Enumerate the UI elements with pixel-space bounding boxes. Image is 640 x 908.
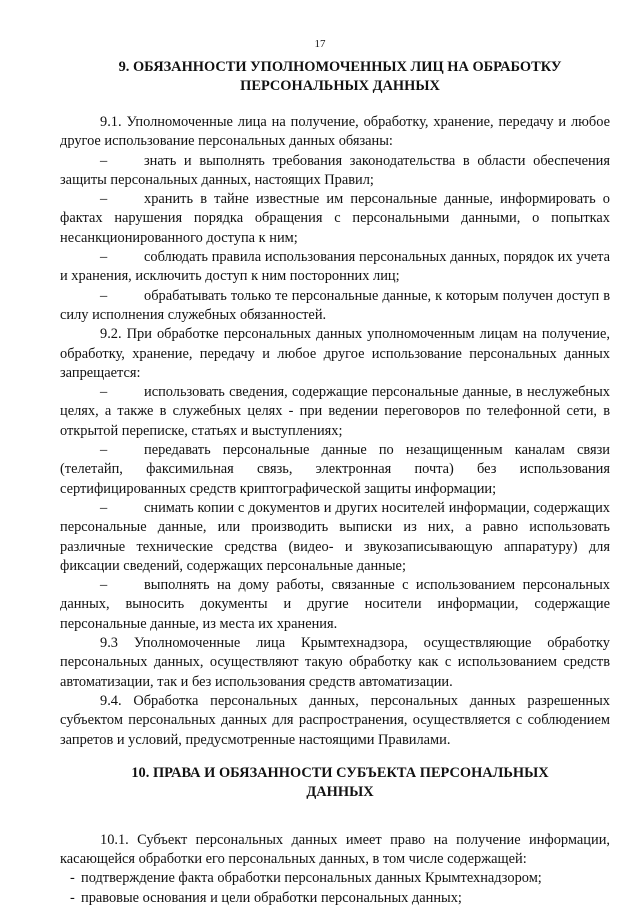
list-item-text: выполнять на дому работы, связанные с использованием персональных данных, выносить документы и другие носители информации, содержащие персональные данные, из места их хранения. <box>60 577 610 632</box>
list-dash: – <box>100 249 108 266</box>
list-item-text: обрабатывать только те персональные данные, к которым получен доступ в силу исполнения служебных обязанностей. <box>60 287 610 323</box>
section-9-heading-bold: ЛИЦ НА ОБРАБОТКУ ПЕРСОНАЛЬНЫХ ДАННЫХ <box>240 59 562 94</box>
list-item-text: подтверждение факта обработки персональных данных Крымтехнадзором; <box>81 870 542 887</box>
list-item-text: использовать сведения, содержащие персональные данные, в неслужебных целях, а также в служебных целях - при ведении переговоров по телефонной сети, в открытой переписке, статьях и выступлениях; <box>60 384 610 439</box>
page-number: 17 <box>314 38 326 50</box>
list-hyphen: - <box>70 889 75 906</box>
section-10-heading: 10. ПРАВА И ОБЯЗАННОСТИ СУБЪЕКТА ПЕРСОНАЛЬНЫХ ДАННЫХ <box>131 764 549 800</box>
document-body <box>60 58 610 908</box>
list-item <box>60 287 610 326</box>
section-9-heading-normal: 9. ОБЯЗАННОСТИ УПОЛНОМОЧЕННЫХ <box>118 59 411 75</box>
list-item <box>60 889 610 908</box>
list-hyphen: - <box>70 870 75 887</box>
list-dash: – <box>100 442 108 459</box>
list-dash: – <box>100 499 108 516</box>
list-item <box>60 190 610 248</box>
list-dash: – <box>100 191 108 208</box>
list-item <box>60 576 610 634</box>
paragraph-9-3: 9.3 Уполномоченные лица Крымтехнадзора, осуществляющие обработку персональных данных, осуществляют такую обработку как с использованием средств автоматизации, так и без использования средств автоматизации. <box>60 635 610 690</box>
section-9-heading <box>60 58 610 96</box>
list-item <box>60 383 610 441</box>
paragraph-9-2: 9.2. При обработке персональных данных уполномоченным лицам на получение, обработку, хранение, передачу и любое другое использование персональных данных запрещается: <box>60 326 610 381</box>
list-dash: – <box>100 152 108 169</box>
list-item <box>60 248 610 287</box>
list-item-text: соблюдать правила использования персональных данных, порядок их учета и хранения, исключить доступ к ним посторонних лиц; <box>60 249 610 285</box>
list-item <box>60 441 610 499</box>
list-item-text: хранить в тайне известные им персональные данные, информировать о фактах нарушения порядка обращения с персональными данными, о попытках несанкционированного доступа к ним; <box>60 191 610 246</box>
list-item-text: снимать копии с документов и других носителей информации, содержащих персональные данные, или производить выписки из них, а равно использовать различные технические средства (видео- и звукозаписывающую аппаратуру) для фиксации сведений, содержащих персональные данные; <box>60 499 610 574</box>
list-item <box>60 869 610 888</box>
list-item <box>60 152 610 191</box>
list-dash: – <box>100 384 108 401</box>
list-dash: – <box>100 577 108 594</box>
list-item-text: передавать персональные данные по незащищенным каналам связи (телетайп, факсимильная связь, электронная почта) без использования сертифицированных средств криптографической защиты информации; <box>60 442 610 497</box>
list-item-text: знать и выполнять требования законодательства в области обеспечения защиты персональных данных, настоящих Правил; <box>60 152 610 188</box>
paragraph-9-1: 9.1. Уполномоченные лица на получение, обработку, хранение, передачу и любое другое использование персональных данных обязаны: <box>60 114 610 150</box>
list-item-text: правовые основания и цели обработки персональных данных; <box>81 889 462 906</box>
paragraph-9-4: 9.4. Обработка персональных данных, персональных данных разрешенных субъектом персональных данных для распространения, осуществляется с соблюдением запретов и условий, предусмотренные настоящими Правилами. <box>60 692 610 748</box>
list-dash: – <box>100 287 108 304</box>
paragraph-10-1: 10.1. Субъект персональных данных имеет право на получение информации, касающейся обработки его персональных данных, в том числе содержащей: <box>60 831 610 868</box>
list-item <box>60 499 610 576</box>
